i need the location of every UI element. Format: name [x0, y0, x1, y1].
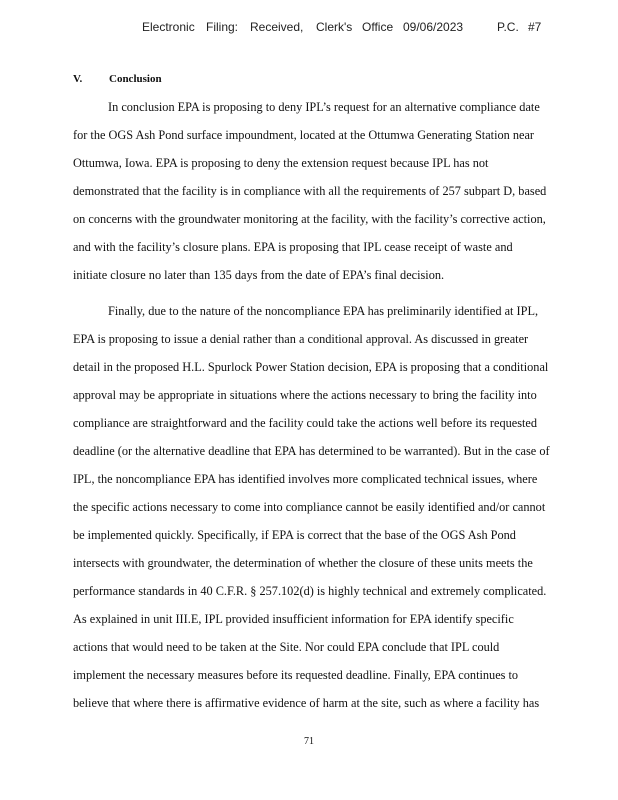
header-clerks: Clerk's — [316, 20, 353, 34]
paragraph-line: demonstrated that the facility is in compliance with all the requirements of 257 subpart D, based — [73, 184, 547, 198]
filing-header — [0, 20, 618, 36]
paragraph-line: initiate closure no later than 135 days from the date of EPA’s final decision. — [73, 268, 445, 282]
paragraph-line: detail in the proposed H.L. Spurlock Power Station decision, EPA is proposing that a conditional — [73, 360, 549, 374]
paragraph-line: In conclusion EPA is proposing to deny IPL’s request for an alternative compliance date — [108, 100, 540, 114]
header-electronic: Electronic — [142, 20, 195, 34]
header-office: Office — [362, 20, 394, 34]
paragraph-2 — [73, 300, 603, 720]
document-body — [73, 96, 603, 720]
paragraph-line: be implemented quickly. Specifically, if EPA is correct that the base of the OGS Ash Pond — [73, 528, 516, 542]
paragraph-line: on concerns with the groundwater monitoring at the facility, with the facility’s corrective action, — [73, 212, 546, 226]
paragraph-line: for the OGS Ash Pond surface impoundment, located at the Ottumwa Generating Station near — [73, 128, 535, 142]
section-number: V. — [73, 73, 83, 85]
header-filing: Filing: — [206, 20, 239, 34]
paragraph-line: As explained in unit III.E, IPL provided insufficient information for EPA identify specific — [73, 612, 514, 626]
paragraph-line: believe that where there is affirmative evidence of harm at the site, such as where a facility has — [73, 696, 540, 710]
section-title: Conclusion — [109, 73, 162, 85]
paragraph-line: implement the necessary measures before its requested deadline. Finally, EPA continues to — [73, 668, 519, 682]
paragraph-line: approval may be appropriate in situations where the actions necessary to bring the facility into — [73, 388, 537, 402]
paragraph-line: and with the facility’s closure plans. EPA is proposing that IPL cease receipt of waste and — [73, 240, 513, 254]
header-pc-number: #7 — [528, 20, 542, 34]
paragraph-line: intersects with groundwater, the determination of whether the closure of these units meets the — [73, 556, 533, 570]
paragraph-line: Finally, due to the nature of the noncompliance EPA has preliminarily identified at IPL, — [108, 304, 539, 318]
paragraph-line: performance standards in 40 C.F.R. § 257.102(d) is highly technical and extremely complicated. — [73, 584, 547, 598]
paragraph-line: Ottumwa, Iowa. EPA is proposing to deny the extension request because IPL has not — [73, 156, 489, 170]
header-date: 09/06/2023 — [403, 20, 464, 34]
header-pc: P.C. — [497, 20, 519, 34]
paragraph-line: compliance are straightforward and the facility could take the actions well before its requested — [73, 416, 538, 430]
paragraph-line: the specific actions necessary to come into compliance cannot be easily identified and/or cannot — [73, 500, 546, 514]
paragraph-1 — [73, 96, 603, 292]
paragraph-line: IPL, the noncompliance EPA has identified involves more complicated technical issues, where — [73, 472, 538, 486]
header-received: Received, — [250, 20, 304, 34]
page-number: 71 — [304, 736, 314, 747]
paragraph-line: actions that would need to be taken at the Site. Nor could EPA conclude that IPL could — [73, 640, 500, 654]
paragraph-line: EPA is proposing to issue a denial rather than a conditional approval. As discussed in greater — [73, 332, 529, 346]
paragraph-line: deadline (or the alternative deadline that EPA has determined to be warranted). But in the case of — [73, 444, 550, 458]
